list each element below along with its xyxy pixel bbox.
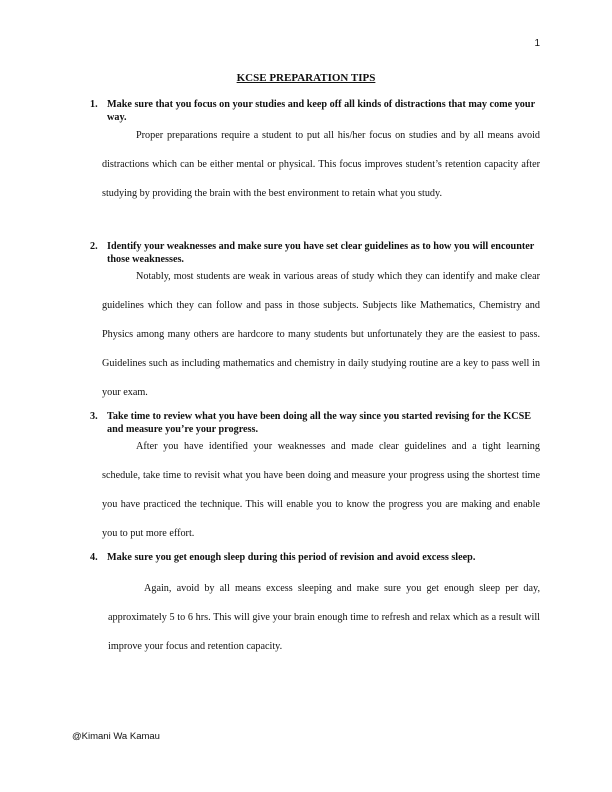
section-1-body: Proper preparations require a student to put all his/her focus on studies and by all means avoid distractions which can be either mental or physical. This focus improves student’s retention capacity after studying by providing the brain with the best environment to retain what you study. [102,130,540,199]
section-4-heading-text: Make sure you get enough sleep during this period of revision and avoid excess sleep. [107,552,476,563]
section-4-body: Again, avoid by all means excess sleeping and make sure you get enough sleep per day, approximately 5 to 6 hrs. This will give your brain enough time to refresh and relax which as a result will improve your focus and retention capacity. [108,583,540,652]
section-4-number: 4. [90,552,98,563]
page-title: KCSE PREPARATION TIPS [236,72,376,84]
section-3-body: After you have identified your weaknesses and made clear guidelines and a tight learning schedule, take time to revisit what you have been doing and measure your progress using the shortest time you have practiced the technique. This will enable you to know the progress you are making and enable you to put more effort. [102,441,540,539]
section-2-number: 2. [90,241,98,252]
section-4-heading [90,551,540,564]
section-3-heading-text: Take time to review what you have been doing all the way since you started revising for the KCSE and measure you’re your progress. [107,411,532,435]
section-1-number: 1. [90,99,98,110]
section-2-body: Notably, most students are weak in various areas of study which they can identify and make clear guidelines which they can follow and pass in those subjects. Subjects like Mathematics, Chemistry and Physics among many others are hardcore to many students but unfortunately they are the easiest to pass. Guidelines such as including mathematics and chemistry in daily studying routine are a key to pass well in your exam. [102,271,540,398]
section-1-heading-text: Make sure that you focus on your studies and keep off all kinds of distractions that may come your way. [107,99,535,123]
footer-author: @Kimani Wa Kamau [72,731,160,742]
page-number: 1 [534,38,540,49]
section-2-heading-text: Identify your weaknesses and make sure you have set clear guidelines as to how you will encounter those weaknesses. [107,241,535,265]
section-3-number: 3. [90,411,98,422]
